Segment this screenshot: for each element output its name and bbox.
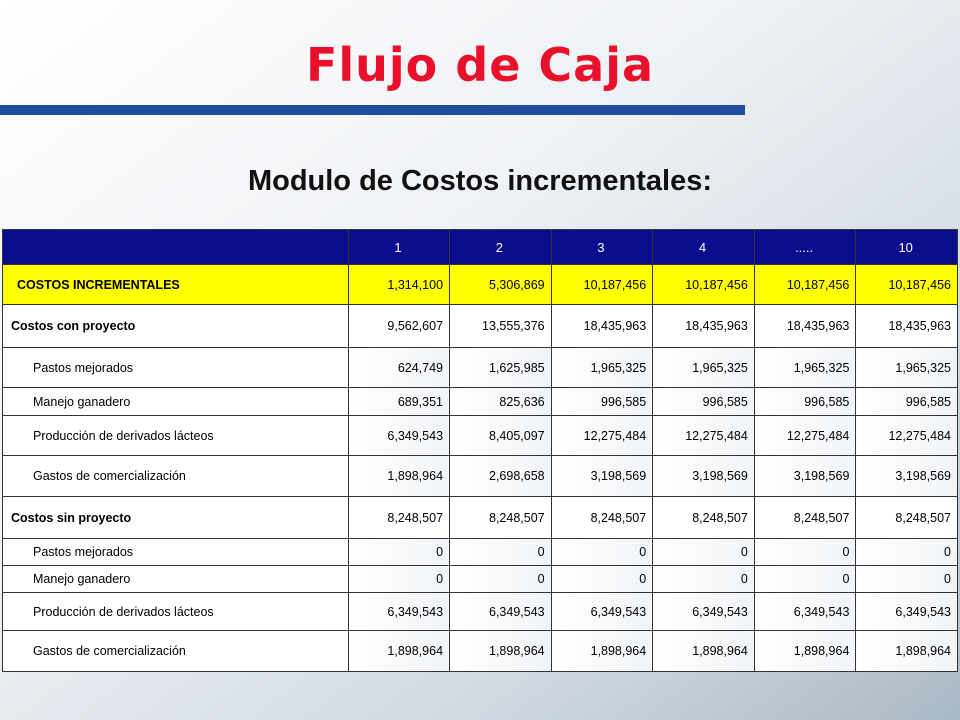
value-cell: 18,435,963 bbox=[754, 305, 856, 348]
row-label: Pastos mejorados bbox=[3, 348, 349, 388]
row-label: Manejo ganadero bbox=[3, 388, 349, 416]
value-cell: 996,585 bbox=[551, 388, 653, 416]
page-title: Flujo de Caja bbox=[305, 38, 655, 92]
value-cell: 3,198,569 bbox=[754, 456, 856, 497]
value-cell: 12,275,484 bbox=[551, 416, 653, 456]
table-row bbox=[3, 566, 958, 593]
value-cell: 0 bbox=[450, 566, 552, 593]
header-cell: 3 bbox=[551, 230, 653, 265]
value-cell: 624,749 bbox=[348, 348, 449, 388]
header-cell: 2 bbox=[450, 230, 552, 265]
value-cell: 1,965,325 bbox=[856, 348, 958, 388]
table-row bbox=[3, 539, 958, 566]
value-cell: 8,248,507 bbox=[856, 497, 958, 539]
value-cell: 0 bbox=[551, 539, 653, 566]
value-cell: 825,636 bbox=[450, 388, 552, 416]
value-cell: 10,187,456 bbox=[856, 265, 958, 305]
value-cell: 6,349,543 bbox=[348, 416, 449, 456]
row-label: Producción de derivados lácteos bbox=[3, 416, 349, 456]
value-cell: 1,965,325 bbox=[653, 348, 755, 388]
value-cell: 3,198,569 bbox=[551, 456, 653, 497]
value-cell: 1,898,964 bbox=[551, 631, 653, 672]
value-cell: 1,965,325 bbox=[754, 348, 856, 388]
value-cell: 0 bbox=[856, 566, 958, 593]
value-cell: 1,898,964 bbox=[348, 631, 449, 672]
value-cell: 0 bbox=[348, 566, 449, 593]
value-cell: 10,187,456 bbox=[551, 265, 653, 305]
table-row bbox=[3, 305, 958, 348]
value-cell: 12,275,484 bbox=[754, 416, 856, 456]
value-cell: 0 bbox=[551, 566, 653, 593]
table-row bbox=[3, 631, 958, 672]
value-cell: 5,306,869 bbox=[450, 265, 552, 305]
table-row bbox=[3, 416, 958, 456]
value-cell: 18,435,963 bbox=[551, 305, 653, 348]
value-cell: 9,562,607 bbox=[348, 305, 449, 348]
value-cell: 0 bbox=[348, 539, 449, 566]
value-cell: 996,585 bbox=[856, 388, 958, 416]
value-cell: 6,349,543 bbox=[856, 593, 958, 631]
value-cell: 10,187,456 bbox=[653, 265, 755, 305]
row-label: Gastos de comercialización bbox=[3, 631, 349, 672]
row-label: Costos con proyecto bbox=[3, 305, 349, 348]
header-cell bbox=[3, 230, 349, 265]
value-cell: 8,248,507 bbox=[348, 497, 449, 539]
value-cell: 689,351 bbox=[348, 388, 449, 416]
value-cell: 3,198,569 bbox=[653, 456, 755, 497]
value-cell: 0 bbox=[653, 539, 755, 566]
value-cell: 996,585 bbox=[754, 388, 856, 416]
value-cell: 0 bbox=[653, 566, 755, 593]
value-cell: 1,898,964 bbox=[348, 456, 449, 497]
row-label: Gastos de comercialización bbox=[3, 456, 349, 497]
row-label: COSTOS INCREMENTALES bbox=[3, 265, 349, 305]
value-cell: 1,965,325 bbox=[551, 348, 653, 388]
value-cell: 1,898,964 bbox=[653, 631, 755, 672]
value-cell: 18,435,963 bbox=[856, 305, 958, 348]
table-row bbox=[3, 593, 958, 631]
incremental-costs-table bbox=[2, 229, 958, 672]
value-cell: 6,349,543 bbox=[348, 593, 449, 631]
table-row bbox=[3, 388, 958, 416]
value-cell: 1,625,985 bbox=[450, 348, 552, 388]
value-cell: 0 bbox=[754, 539, 856, 566]
value-cell: 0 bbox=[450, 539, 552, 566]
value-cell: 12,275,484 bbox=[653, 416, 755, 456]
value-cell: 1,898,964 bbox=[450, 631, 552, 672]
value-cell: 1,898,964 bbox=[856, 631, 958, 672]
value-cell: 6,349,543 bbox=[450, 593, 552, 631]
value-cell: 6,349,543 bbox=[551, 593, 653, 631]
row-label: Producción de derivados lácteos bbox=[3, 593, 349, 631]
value-cell: 8,405,097 bbox=[450, 416, 552, 456]
value-cell: 12,275,484 bbox=[856, 416, 958, 456]
value-cell: 10,187,456 bbox=[754, 265, 856, 305]
value-cell: 6,349,543 bbox=[754, 593, 856, 631]
table-row bbox=[3, 497, 958, 539]
header-cell: 1 bbox=[348, 230, 449, 265]
value-cell: 3,198,569 bbox=[856, 456, 958, 497]
title-underline-bar bbox=[0, 105, 745, 115]
value-cell: 1,898,964 bbox=[754, 631, 856, 672]
table-row bbox=[3, 265, 958, 305]
value-cell: 8,248,507 bbox=[450, 497, 552, 539]
table-row bbox=[3, 348, 958, 388]
value-cell: 8,248,507 bbox=[653, 497, 755, 539]
value-cell: 0 bbox=[856, 539, 958, 566]
row-label: Manejo ganadero bbox=[3, 566, 349, 593]
value-cell: 0 bbox=[754, 566, 856, 593]
value-cell: 2,698,658 bbox=[450, 456, 552, 497]
value-cell: 8,248,507 bbox=[754, 497, 856, 539]
value-cell: 18,435,963 bbox=[653, 305, 755, 348]
value-cell: 13,555,376 bbox=[450, 305, 552, 348]
value-cell: 996,585 bbox=[653, 388, 755, 416]
table-row bbox=[3, 456, 958, 497]
value-cell: 8,248,507 bbox=[551, 497, 653, 539]
header-cell: ..... bbox=[754, 230, 856, 265]
value-cell: 6,349,543 bbox=[653, 593, 755, 631]
table-header-row bbox=[3, 230, 958, 265]
header-cell: 10 bbox=[856, 230, 958, 265]
header-cell: 4 bbox=[653, 230, 755, 265]
row-label: Pastos mejorados bbox=[3, 539, 349, 566]
row-label: Costos sin proyecto bbox=[3, 497, 349, 539]
subtitle: Modulo de Costos incrementales: bbox=[247, 165, 713, 197]
value-cell: 1,314,100 bbox=[348, 265, 449, 305]
